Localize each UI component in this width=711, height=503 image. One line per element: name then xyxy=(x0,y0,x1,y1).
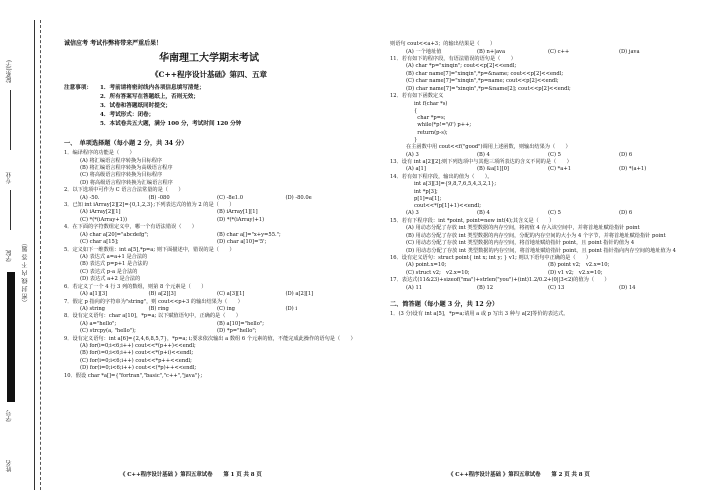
option: (D) *(a+1) xyxy=(619,166,647,173)
option: (B) 12 xyxy=(477,284,494,291)
code-line: p[1]=a[1]; xyxy=(414,195,442,202)
option: (C) 5 xyxy=(548,210,561,217)
option-row xyxy=(80,306,354,312)
question-3: 3．已知 int iArray[2][2]={0,1,2,3};下列表达式的值为 2 的是（ ） xyxy=(64,202,235,209)
option: (D) for(i=0;i<6;i++) cout<<(*p)++<<endl; xyxy=(80,365,197,372)
option: (B) n+|ava xyxy=(477,48,506,55)
binding-margin xyxy=(0,0,52,503)
code-line: char *p=s; xyxy=(414,115,446,122)
option: (A) 将汇编语言程序转换为目标程序 xyxy=(80,157,163,164)
option: (D) char a[10]='5'; xyxy=(217,239,267,246)
option: (B) -080 xyxy=(148,194,170,201)
university-title: 华南理工大学期末考试 xyxy=(159,53,259,65)
option: (C) strcpy(a, "hello"); xyxy=(80,328,136,335)
question-6: 6．若定义了一个 4 行 3 列的数组，则第 8 个元素是（ ） xyxy=(64,283,207,290)
question-17: 17．表达式(11&23)+sizeof("ma")+strlen("you")+(int)1.2/0.2+(0||3<2)的值为（ ） xyxy=(390,277,610,284)
option-row xyxy=(406,262,690,268)
option: (A) 3 xyxy=(406,210,419,217)
option: (C) 表达式 p-a 是合法的 xyxy=(80,268,138,275)
option-row xyxy=(406,270,690,276)
question-13: 13．设有 int a[2][2];则下列选项中与其他三项所表达的含义不同的是（ ） xyxy=(390,159,572,165)
option: (B) ring xyxy=(148,305,169,312)
question-1: 1．编译程序的功能是（ ） xyxy=(64,150,135,157)
code-line: } xyxy=(414,136,418,143)
option-row xyxy=(406,210,690,216)
code-line: int *p[3]; xyxy=(414,188,438,195)
student-id-label: 学号 xyxy=(6,410,13,422)
question-11: 11．若有如下的程序段，有语法错误的语句是（ ） xyxy=(390,56,516,63)
page-footer-right: 《 C++程序设计基础 》第四五章试卷 第 2 页 共 8 页 xyxy=(448,472,590,478)
integrity-note: 诚信应考 考试作弊将带来严重后果！ xyxy=(64,40,163,47)
section-2-heading: 二、简答题（每小题 3 分，共 12 分） xyxy=(390,300,499,308)
option: (A) 3 xyxy=(406,151,419,158)
notice-item: 2．所有答案写在答题纸上，否则无效； xyxy=(100,94,199,101)
option: (B) 4 xyxy=(477,151,490,158)
option: (B) 将汇编语言程序转换为高级语言程序 xyxy=(80,164,173,171)
option: (C) *(*(iArray+1)) xyxy=(80,216,127,223)
option-row xyxy=(406,285,690,291)
option: (A) a="hello"; xyxy=(80,320,117,327)
option-row xyxy=(80,209,354,215)
option: (B) 用动态分配了存放 int 类型数据的内存空间，分配的内存空间的大小为 4 个字节，并将首地址赋给指针 point xyxy=(406,232,666,239)
option: (D) 用动态分配了存放 int 类型数据的内存空间，将首地址赋给指针 point，且 point 指针指向内存空间的地址值为 4 xyxy=(406,247,676,254)
section-1-heading: 一、 单项选择题（每小题 2 分，共 34 分） xyxy=(64,139,188,147)
class-label: 学院 xyxy=(6,250,13,262)
notice-item: 3．试卷和答题纸同时提交； xyxy=(100,102,172,109)
code-line: { xyxy=(414,107,418,114)
seal-line xyxy=(40,20,41,490)
code-line: cout<<*(p[1]+1)<<endl; xyxy=(414,202,481,209)
notice-label: 注意事项： xyxy=(64,85,92,92)
option: (D) *p="hello"; xyxy=(217,328,257,335)
option: (B) for(i=0;i<6;i++) cout<<*(p+i)<<endl; xyxy=(80,350,194,357)
question-4: 4．在下面的字符数组定义中，哪一个有语法错误（ ） xyxy=(64,224,197,231)
dept-blank-line xyxy=(10,90,11,150)
option: (C) c++ xyxy=(548,48,570,55)
option: (C) for(i=0;i<6;i++) cout<<*p++<<endl; xyxy=(80,357,192,364)
name-label: 姓名 xyxy=(6,460,13,472)
option: (B) 表达式 p=p+1 是合法的 xyxy=(80,261,148,268)
question-2: 2．以下选项中可作为 C 语言合法常量的是（ ） xyxy=(64,187,184,194)
course-title: 《C++程序设计基础》第四、五章 xyxy=(150,70,268,80)
code-line: while(*p!='\0') p++; xyxy=(414,122,472,129)
option: (A) 11 xyxy=(406,284,423,291)
question-12: 12．若有如下函数定义 xyxy=(390,93,444,100)
option-row xyxy=(80,195,354,201)
option: (C) -8e1.0 xyxy=(217,194,244,201)
option: (D) 6 xyxy=(619,210,633,217)
option: (D) char name[7]="xinqin",*p=&name[2]; cout<<p[2]<<endl; xyxy=(406,85,571,92)
major-label: 专业 xyxy=(6,172,13,184)
code-line: int f(char *s) xyxy=(414,100,448,107)
option: (A) char a[20]="abcdefg"; xyxy=(80,231,149,238)
option: (C) 13 xyxy=(548,284,565,291)
question-15: 15．若有下程序段：int *point, point=new int(4);其含义是（ ） xyxy=(390,217,555,224)
option-row xyxy=(80,321,354,327)
option: (A) point.x=10; xyxy=(406,262,447,269)
notice-item: 5．本试卷共五大题，满分 100 分，考试时间 120 分钟 xyxy=(100,120,242,127)
option: (A) a[1] xyxy=(406,166,426,173)
question-10-continued: 则语句 cout<<a+3；的输出结果是（ ） xyxy=(390,41,496,48)
code-line: return(p-s); xyxy=(414,129,448,136)
option-row xyxy=(80,291,354,297)
redacted-block xyxy=(7,272,15,402)
question-8: 8．设有定义语句：char a[10]，*p=a; 以下赋值语句中，正确的是（ ） xyxy=(64,313,241,320)
option: (C) 用动态分配了存放 int 类型数据的内存空间，将首地址赋给指针 point，且 point 指针的值为 4 xyxy=(406,240,635,247)
major-blank-line xyxy=(10,190,11,230)
option: (C) 将高级语言程序转换为目标程序 xyxy=(80,172,163,179)
option: (D) a[2][1] xyxy=(285,291,314,298)
option-row xyxy=(80,232,354,238)
option-row xyxy=(80,217,354,223)
option: (D) 6 xyxy=(619,151,633,158)
notice-item: 1．考前请将密封线内各项信息填写清楚； xyxy=(100,85,205,92)
short-answer-1: 1．(3 分)设有 int a[5]，*p=a;请用 a 或 p 写出 3 种与 a[2]等价的表达式。 xyxy=(390,311,569,318)
option: (A) for(i=0;i<6;i++) cout<<*(p++)<<endl; xyxy=(80,343,196,350)
option: (C) a[3][1] xyxy=(217,291,245,298)
option-row xyxy=(406,166,690,172)
question-10: 10．假设 char *a[]={"fortran","basic","c++","java"}; xyxy=(64,372,203,379)
option: (C) char name[7]="xinqin",*p=name; cout<<p[2]<<endl; xyxy=(406,78,559,85)
left-column xyxy=(64,40,354,380)
page-footer-left: 《 C++程序设计基础 》第四五章试卷 第 1 页 共 8 页 xyxy=(120,472,262,478)
binding-note: （密 封 线 内 不 答 题） xyxy=(22,240,29,306)
option: (B) a[2][3] xyxy=(148,291,176,298)
option: (D) 表达式 a+2 是合法的 xyxy=(80,276,141,283)
option: (C) ing xyxy=(217,305,235,312)
option: (C) 5 xyxy=(548,151,561,158)
code-line: int a[3][3]={9,8,7,6,5,4,3,2,1}; xyxy=(414,181,497,188)
option: (A) iArray[2][1] xyxy=(80,209,121,216)
option: (D) java xyxy=(619,48,640,55)
option-row xyxy=(406,49,690,55)
option: (D) 14 xyxy=(619,284,636,291)
question-12-description: 在主函数中用 cout<<f("good")调用上述函数，则输出结果为（ ） xyxy=(406,144,571,151)
option-row xyxy=(406,152,690,158)
option: (C) char a[15]; xyxy=(80,239,119,246)
option: (C) *a+1 xyxy=(548,166,571,173)
option: (D) i xyxy=(285,305,298,312)
option: (B) char name[7]="xinqin",*p=&name; cout<<p[2]<<endl; xyxy=(406,70,564,77)
option: (A) 一个地址值 xyxy=(406,48,442,55)
option: (B) iArray[1][1] xyxy=(217,209,258,216)
question-9: 9．设有定义语句：int a[6]={2,4,6,8,5,7}，*p=a; i;要求依次输出 a 数组 6 个元素的值，不能完成此操作的语句是（ ） xyxy=(64,335,356,342)
option: (C) struct v2; v2.x=10; xyxy=(406,269,470,276)
question-14: 14．若有如下程序段，输出的值为（ ）。 xyxy=(390,173,493,180)
option: (B) char a[]="x+y=55."; xyxy=(217,231,281,238)
option: (A) 用动态分配了存放 int 类型数据的内存空间，将初值 4 存入该空间中，并将首地址赋给指针 point xyxy=(406,225,640,232)
notice-block xyxy=(64,85,354,129)
option: (D) -80.0e xyxy=(285,194,312,201)
option-row xyxy=(80,328,354,334)
right-column xyxy=(390,40,690,319)
option: (B) 4 xyxy=(477,210,490,217)
option: (D) *(*(iArray)+1) xyxy=(217,216,265,223)
question-16: 16．设有定义语句：struct point{ int x; int y; } v1; 则以下语句中正确的是（ ） xyxy=(390,254,592,261)
option-row xyxy=(80,239,354,245)
option: (B) point v2; v2.x=10; xyxy=(548,262,610,269)
notice-item: 4．考试形式：闭卷； xyxy=(100,111,155,118)
binding-line xyxy=(34,20,35,490)
option: (A) char *p="xinqin"; cout<<p[2]<<endl; xyxy=(406,63,517,70)
question-7: 7．假定 p 指向的字符串为"string"，则 cout<<p+3 的输出结果为（ ） xyxy=(64,298,243,305)
option: (B) a[10]="hello"; xyxy=(217,320,264,327)
option: (B) &a[1][0] xyxy=(477,166,509,173)
option: (A) a[1][3] xyxy=(80,291,108,298)
option: (A) 表达式 a=a+1 是合法的 xyxy=(80,253,148,260)
dept-label: 院系(学) xyxy=(6,60,13,83)
option: (A) -50. xyxy=(80,194,100,201)
question-5: 5．定义如下一维数组：int a[5],*p=a; 则下面描述中，错误的是（ ） xyxy=(64,246,235,253)
option: (D) 将高级语言程序转换为汇编语言程序 xyxy=(80,179,173,186)
option: (A) string xyxy=(80,305,105,312)
option: (D) v1 v2; v2.x=10; xyxy=(548,269,603,276)
